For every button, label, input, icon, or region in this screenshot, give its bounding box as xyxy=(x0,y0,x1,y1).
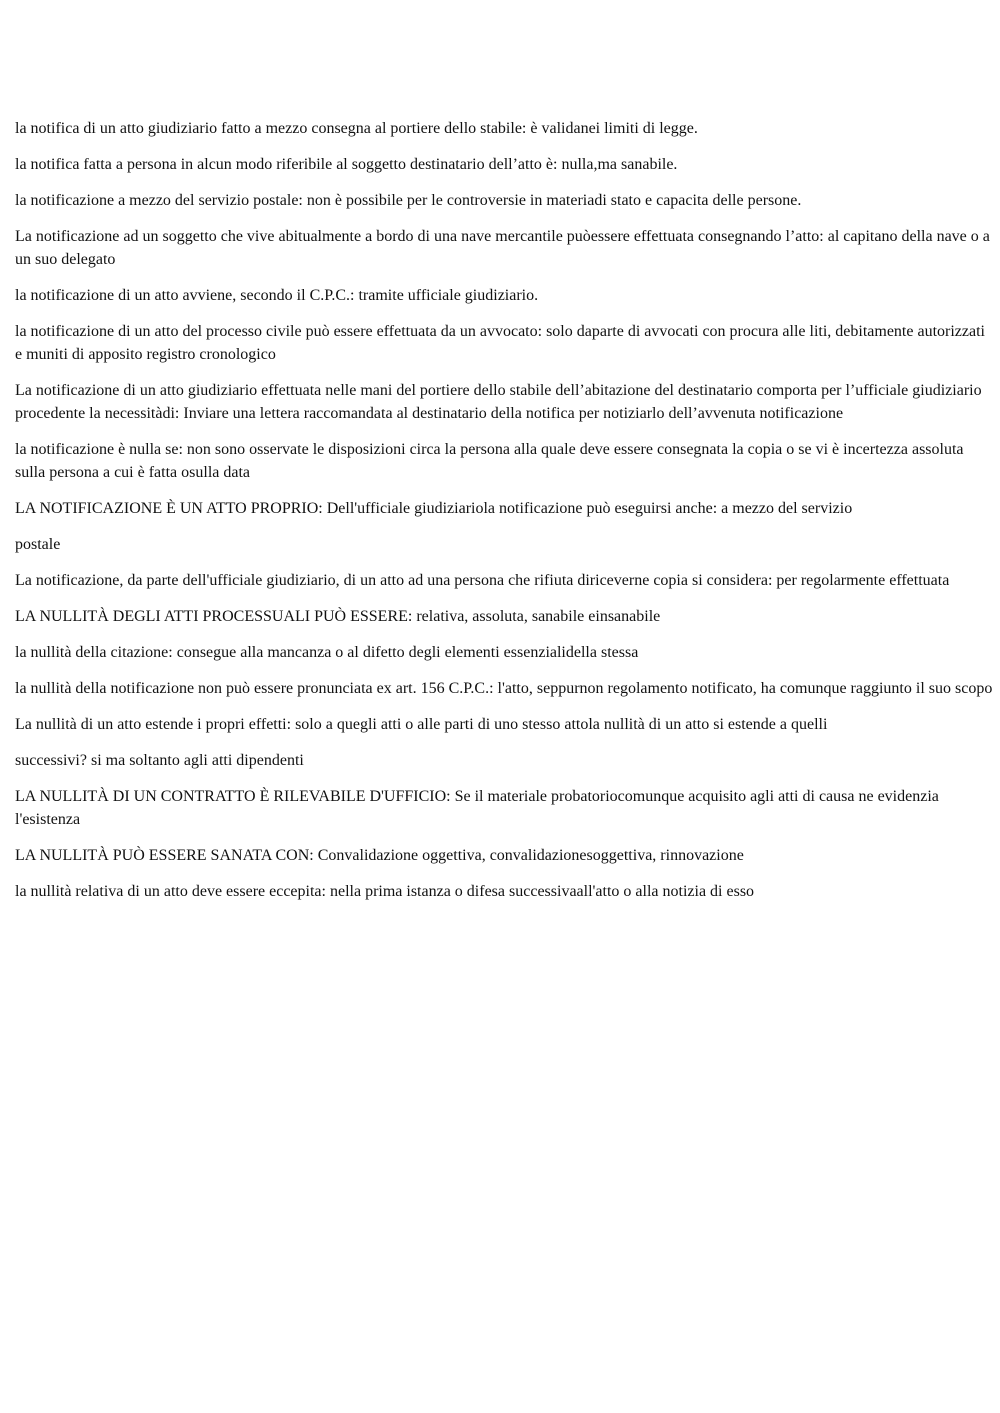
paragraph-15: La nullità di un atto estende i propri effetti: solo a quegli atti o alle parti di uno stesso attola nullità di un atto si estende a quelli xyxy=(15,716,828,733)
paragraph-18: LA NULLITÀ PUÒ ESSERE SANATA CON: Convalidazione oggettiva, convalidazionesoggettiva, rinnovazione xyxy=(15,847,744,864)
paragraph-9: LA NOTIFICAZIONE È UN ATTO PROPRIO: Dell'ufficiale giudiziariola notificazione può eseguirsi anche: a mezzo del servizio xyxy=(15,500,853,517)
paragraph-1: la notifica di un atto giudiziario fatto a mezzo consegna al portiere dello stabile: è validanei limiti di legge. xyxy=(15,120,698,137)
paragraph-12: LA NULLITÀ DEGLI ATTI PROCESSUALI PUÒ ESSERE: relativa, assoluta, sanabile einsanabile xyxy=(15,608,661,625)
paragraph-6: la notificazione di un atto del processo civile può essere effettuata da un avvocato: solo daparte di avvocati con procura alle liti, debitamente autorizzati e muniti di apposito registro cronologico xyxy=(15,323,985,363)
paragraph-10: postale xyxy=(15,536,61,553)
paragraph-5: la notificazione di un atto avviene, secondo il C.P.C.: tramite ufficiale giudiziario. xyxy=(15,287,539,304)
paragraph-11: La notificazione, da parte dell'ufficiale giudiziario, di un atto ad una persona che rifiuta diriceverne copia si considera: per regolarmente effettuata xyxy=(15,572,950,589)
paragraph-8: la notificazione è nulla se: non sono osservate le disposizioni circa la persona alla quale deve essere consegnata la copia o se vi è incertezza assoluta sulla persona a cui è fatta osulla data xyxy=(15,441,964,481)
paragraph-14: la nullità della notificazione non può essere pronunciata ex art. 156 C.P.C.: l'atto, seppurnon regolamento notificato, ha comunque raggiunto il suo scopo xyxy=(15,680,993,697)
paragraph-7: La notificazione di un atto giudiziario effettuata nelle mani del portiere dello stabile dell’abitazione del destinatario comporta per l’ufficiale giudiziario procedente la necessitàdi: Inviare una lettera raccomandata al destinatario della notifica per notiziarlo dell’avvenuta notificazione xyxy=(15,382,982,422)
paragraph-3: la notificazione a mezzo del servizio postale: non è possibile per le controversie in materiadi stato e capacita delle persone. xyxy=(15,192,802,209)
paragraph-13: la nullità della citazione: consegue alla mancanza o al difetto degli elementi essenzialidella stessa xyxy=(15,644,639,661)
document-page xyxy=(15,117,993,916)
paragraph-16: successivi? si ma soltanto agli atti dipendenti xyxy=(15,752,304,769)
paragraph-2: la notifica fatta a persona in alcun modo riferibile al soggetto destinatario dell’atto è: nulla,ma sanabile. xyxy=(15,156,678,173)
paragraph-4: La notificazione ad un soggetto che vive abitualmente a bordo di una nave mercantile puòessere effettuata consegnando l’atto: al capitano della nave o a un suo delegato xyxy=(15,228,990,268)
paragraph-17: LA NULLITÀ DI UN CONTRATTO È RILEVABILE D'UFFICIO: Se il materiale probatoriocomunque acquisito agli atti di causa ne evidenzia l'esistenza xyxy=(15,788,939,828)
paragraph-19: la nullità relativa di un atto deve essere eccepita: nella prima istanza o difesa successivaall'atto o alla notizia di esso xyxy=(15,883,755,900)
